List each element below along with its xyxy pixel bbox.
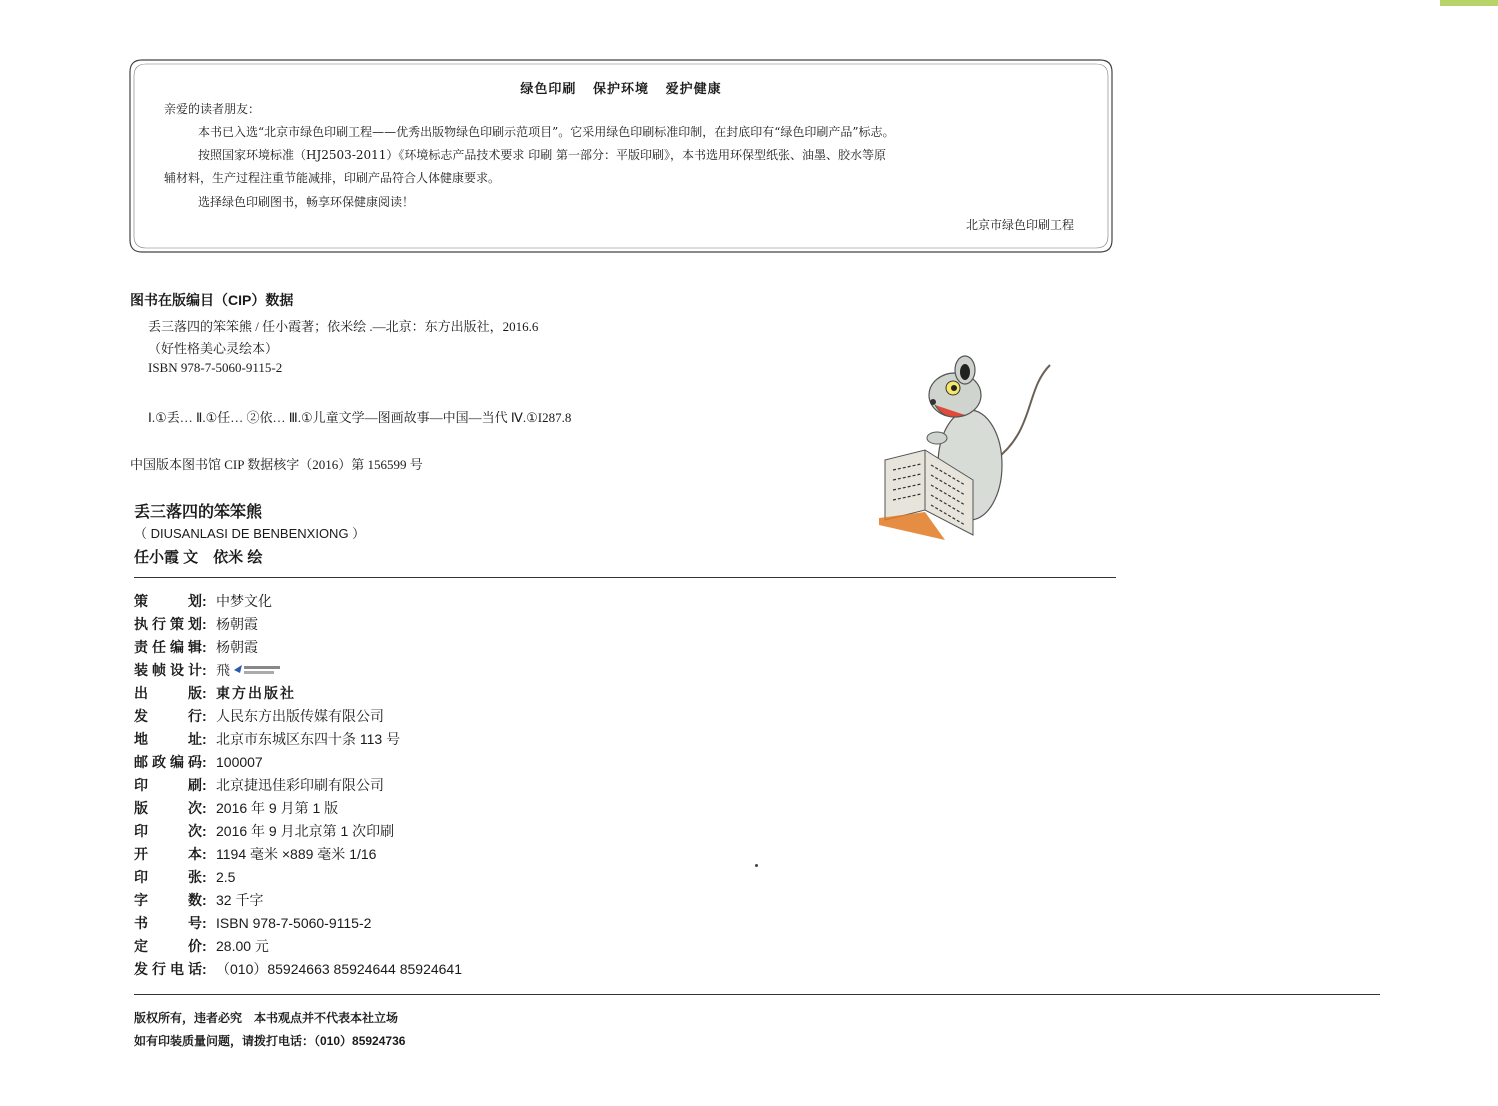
notice-paragraph: 辅材料，生产过程注重节能减排，印刷产品符合人体健康要求。 (164, 171, 501, 185)
credit-colon: : (202, 685, 207, 701)
credit-colon: : (202, 593, 207, 609)
credit-label: 执行策划 (134, 616, 202, 632)
notice-title-part: 保护环境 (592, 81, 649, 96)
credit-label: 发行电话 (134, 961, 202, 977)
credit-row (134, 683, 296, 705)
designer-logo (216, 661, 282, 682)
credit-colon: : (202, 777, 207, 793)
cip-line: 丢三落四的笨笨熊 / 任小霞著；依米绘 .—北京：东方出版社，2016.6 (148, 319, 539, 334)
credit-label: 印刷 (134, 777, 202, 793)
credit-label: 策划 (134, 593, 202, 609)
credit-label: 邮政编码 (134, 754, 202, 770)
credit-colon: : (202, 846, 207, 862)
credit-value: 28.00 元 (216, 938, 269, 954)
credit-value: （010）85924663 85924644 85924641 (216, 961, 463, 977)
credit-label: 装帧设计 (134, 662, 202, 678)
cip-line: （好性格美心灵绘本） (148, 341, 279, 356)
book-authors: 任小霞 文 依米 绘 (134, 549, 263, 566)
credit-value: 2.5 (216, 869, 236, 885)
credit-colon: : (202, 869, 207, 885)
credit-colon: : (202, 639, 207, 655)
notice-title (128, 78, 1114, 97)
cip-line: ISBN 978-7-5060-9115-2 (148, 360, 283, 375)
credit-value: 北京捷迅佳彩印刷有限公司 (216, 777, 384, 793)
credit-label: 责任编辑 (134, 639, 202, 655)
credit-row (134, 775, 384, 797)
credit-row (134, 821, 394, 843)
notice-signature: 北京市绿色印刷工程 (965, 218, 1074, 232)
notice-greeting: 亲爱的读者朋友： (164, 102, 261, 116)
cip-heading: 图书在版编目（CIP）数据 (130, 292, 294, 308)
credit-value: ISBN 978-7-5060-9115-2 (216, 915, 372, 931)
credit-colon: : (202, 938, 207, 954)
credit-row (134, 959, 462, 981)
mouse-reading-illustration (865, 350, 1065, 555)
credit-colon: : (202, 915, 207, 931)
print-speck (755, 864, 758, 867)
credit-value: 杨朝霞 (216, 616, 258, 632)
copyright-notice: 版权所有，违者必究 本书观点并不代表本社立场 (134, 1011, 399, 1025)
notice-paragraph: 选择绿色印刷图书，畅享环保健康阅读！ (198, 195, 415, 209)
credit-row (134, 729, 400, 751)
credit-row (134, 913, 371, 935)
notice-paragraph: 本书已入选“北京市绿色印刷工程——优秀出版物绿色印刷示范项目”。它采用绿色印刷标准印制，在封底印有“绿色印刷产品”标志。 (198, 125, 895, 139)
credit-row (134, 660, 282, 682)
credit-value: 2016 年 9 月第 1 版 (216, 800, 339, 816)
credit-row (134, 614, 258, 636)
credit-colon: : (202, 708, 207, 724)
cip-line: 中国版本图书馆 CIP 数据核字（2016）第 156599 号 (130, 457, 423, 472)
credit-row (134, 706, 384, 728)
credit-value: 1194 毫米 ×889 毫米 1/16 (216, 846, 377, 862)
credit-colon: : (202, 800, 207, 816)
credit-value: 東方出版社 (216, 686, 296, 702)
credit-colon: : (202, 662, 207, 678)
credit-row (134, 591, 272, 613)
notice-paragraph: 按照国家环境标准（HJ2503-2011）《环境标志产品技术要求 印刷 第一部分：平版印刷》，本书选用环保型纸张、油墨、胶水等原 (198, 148, 887, 162)
credit-label: 版次 (134, 800, 202, 816)
corner-color-tab (1440, 0, 1498, 6)
credit-value: 2016 年 9 月北京第 1 次印刷 (216, 823, 395, 839)
credit-colon: : (202, 754, 207, 770)
credit-label: 书号 (134, 915, 202, 931)
credit-colon: : (202, 616, 207, 632)
cip-line: Ⅰ.①丢… Ⅱ.①任… ②依… Ⅲ.①儿童文学—图画故事—中国—当代 Ⅳ.①I287.8 (148, 410, 572, 425)
credit-value: 100007 (216, 754, 263, 770)
credit-label: 定价 (134, 938, 202, 954)
credit-label: 地址 (134, 731, 202, 747)
credit-colon: : (202, 892, 207, 908)
credit-label: 印张 (134, 869, 202, 885)
credit-row (134, 798, 338, 820)
credit-row (134, 890, 263, 912)
credit-value: 中梦文化 (216, 593, 272, 609)
credit-value: 32 千字 (216, 892, 264, 908)
book-pinyin-title: （ DIUSANLASI DE BENBENXIONG ） (134, 526, 366, 541)
credit-row (134, 637, 258, 659)
notice-title-part: 爱护健康 (665, 81, 722, 96)
credit-row (134, 844, 376, 866)
credit-label: 印次 (134, 823, 202, 839)
credit-colon: : (202, 961, 207, 977)
credit-value: 杨朝霞 (216, 639, 258, 655)
divider (134, 577, 1116, 578)
book-title: 丢三落四的笨笨熊 (134, 504, 263, 521)
credit-row (134, 936, 269, 958)
green-printing-notice (128, 58, 1114, 254)
credit-label: 字数 (134, 892, 202, 908)
svg-text:飛: 飛 (216, 662, 230, 679)
notice-title-part: 绿色印刷 (520, 81, 577, 96)
credit-row (134, 867, 235, 889)
credit-row (134, 752, 263, 774)
credit-colon: : (202, 731, 207, 747)
credit-value: 人民东方出版传媒有限公司 (216, 708, 384, 724)
credit-colon: : (202, 823, 207, 839)
credit-label: 开本 (134, 846, 202, 862)
credit-value: 北京市东城区东四十条 113 号 (216, 731, 401, 747)
credit-label: 出版 (134, 685, 202, 701)
divider (134, 994, 1380, 995)
quality-hotline: 如有印装质量问题，请拨打电话：（010）85924736 (134, 1034, 406, 1048)
credit-label: 发行 (134, 708, 202, 724)
